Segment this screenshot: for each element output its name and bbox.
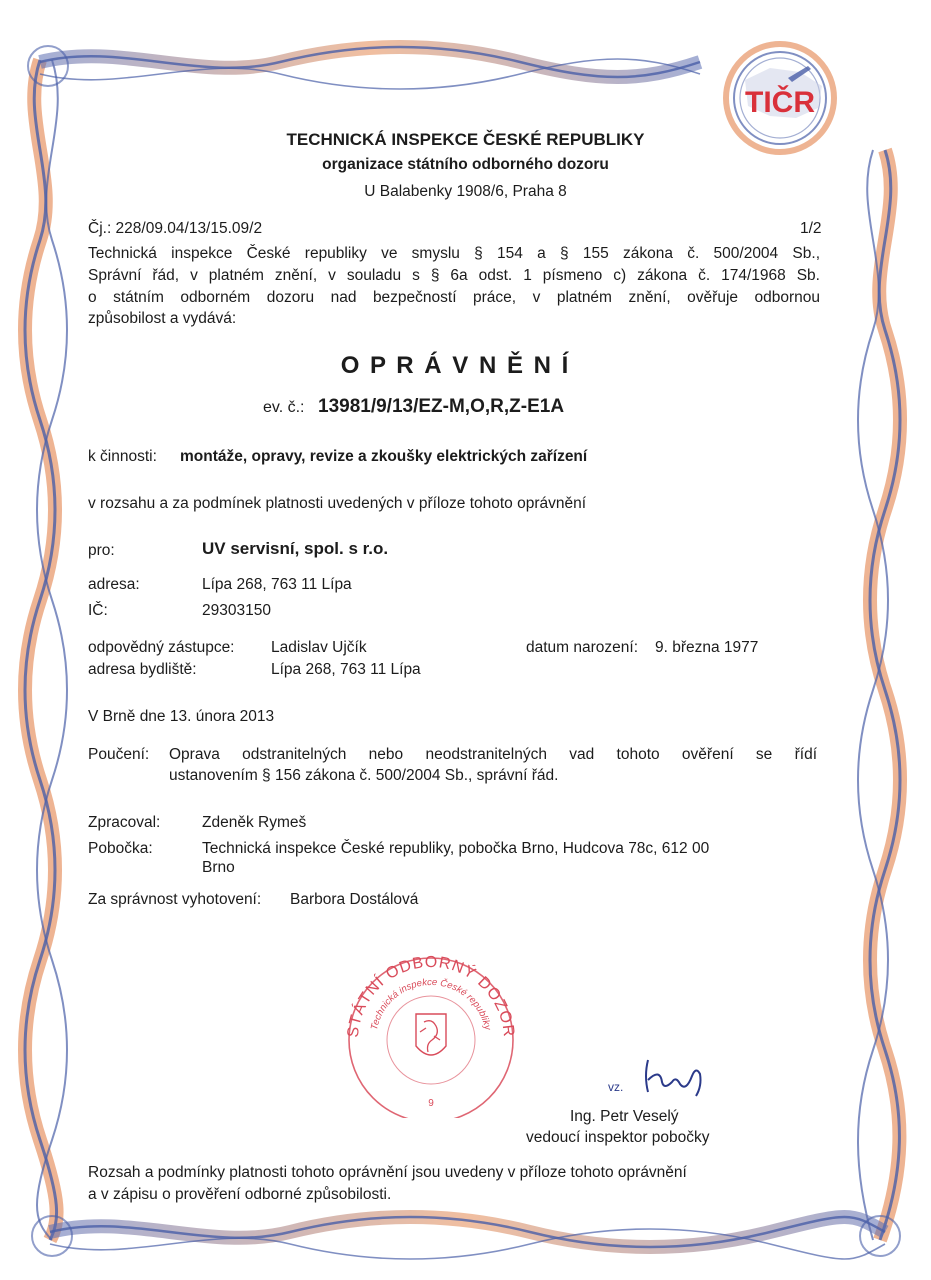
signatory-name: Ing. Petr Veselý [570, 1108, 679, 1125]
evidence-number: 13981/9/13/EZ-M,O,R,Z-E1A [318, 396, 565, 417]
intro-line-1: Technická inspekce České republiky ve smyslu § 154 a § 155 zákona č. 500/2004 Sb., [88, 245, 820, 262]
representative-label: odpovědný zástupce: [88, 639, 235, 656]
branch-label: Pobočka: [88, 840, 153, 857]
correctness-label: Za správnost vyhotovení: [88, 891, 262, 908]
activity-label: k činnosti: [88, 448, 157, 465]
notice-line-1: Oprava odstranitelných nebo neodstranitelných vad tohoto ověření se řídí [169, 746, 817, 763]
intro-line-3: o státním odborném dozoru nad bezpečností práce, v platném znění, ověřuje odbornou [88, 289, 820, 306]
handwritten-signature [600, 1052, 720, 1102]
processed-label: Zpracoval: [88, 814, 161, 831]
signatory-role: vedoucí inspektor pobočky [526, 1129, 710, 1146]
issuer-address: U Balabenky 1908/6, Praha 8 [364, 183, 567, 200]
holder-name: UV servisní, spol. s r.o. [202, 539, 389, 558]
document-title: O P R Á V N Ě N Í [340, 352, 571, 379]
branch-line-1: Technická inspekce České republiky, pobočka Brno, Hudcova 78c, 612 00 [202, 840, 710, 857]
address-value: Lípa 268, 763 11 Lípa [202, 576, 352, 593]
birth-date-value: 9. března 1977 [655, 639, 759, 656]
intro-line-2: Správní řád, v platném znění, v souladu s § 6a odst. 1 písmeno c) zákona č. 174/1968 Sb. [88, 267, 820, 284]
svg-text:Technická inspekce České repub: Technická inspekce České republiky [368, 976, 494, 1032]
notice-line-2: ustanovením § 156 zákona č. 500/2004 Sb., správní řád. [169, 767, 559, 784]
holder-label: pro: [88, 542, 115, 559]
correctness-value: Barbora Dostálová [290, 891, 419, 908]
issuer-subtitle: organizace státního odborného dozoru [322, 156, 609, 173]
birth-date-label: datum narození: [526, 639, 639, 656]
representative-value: Ladislav Ujčík [271, 639, 367, 656]
ic-value: 29303150 [202, 602, 271, 619]
signature-prefix: vz. [608, 1080, 624, 1094]
ic-label: IČ: [88, 602, 108, 619]
page-number: 1/2 [800, 220, 822, 237]
official-seal [336, 948, 526, 1118]
residence-label: adresa bydliště: [88, 661, 197, 678]
intro-line-4: způsobilost a vydává: [88, 310, 237, 327]
processed-value: Zdeněk Rymeš [202, 814, 307, 831]
footer-line-2: a v zápisu o prověření odborné způsobilosti. [88, 1186, 392, 1203]
activity-value: montáže, opravy, revize a zkoušky elektrických zařízení [180, 448, 588, 465]
evidence-label: ev. č.: [263, 399, 305, 416]
notice-label: Poučení: [88, 746, 150, 763]
branch-line-2: Brno [202, 859, 235, 876]
svg-text:TIČR: TIČR [745, 86, 815, 119]
svg-text:9: 9 [428, 1098, 434, 1109]
reference-number: Čj.: 228/09.04/13/15.09/2 [88, 220, 263, 237]
place-and-date: V Brně dne 13. února 2013 [88, 708, 275, 725]
scope-text: v rozsahu a za podmínek platnosti uvedených v příloze tohoto oprávnění [88, 495, 587, 512]
address-label: adresa: [88, 576, 140, 593]
residence-value: Lípa 268, 763 11 Lípa [271, 661, 421, 678]
svg-text:STÁTNÍ ODBORNÝ DOZOR: STÁTNÍ ODBORNÝ DOZOR [344, 953, 518, 1039]
footer-line-1: Rozsah a podmínky platnosti tohoto oprávnění jsou uvedeny v příloze tohoto oprávnění [88, 1164, 687, 1181]
issuer-name: TECHNICKÁ INSPEKCE ČESKÉ REPUBLIKY [286, 130, 645, 149]
